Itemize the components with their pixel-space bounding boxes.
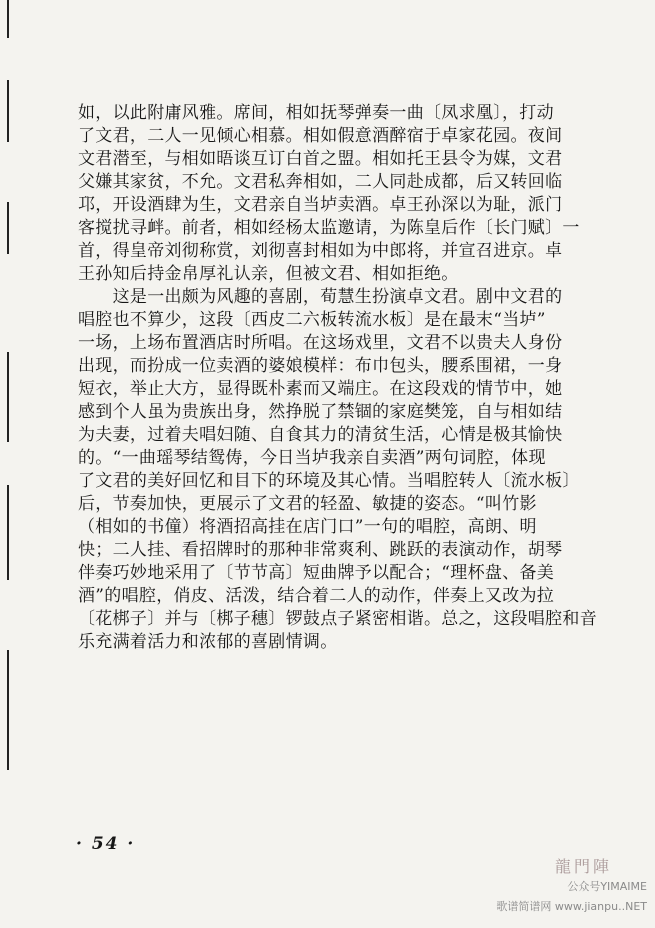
text-line: （相如的书僮）将酒招高挂在店门口”一句的唱腔，高朗、明 (78, 517, 537, 537)
text-line: 快；二人挂、看招牌时的那种非常爽利、跳跃的表演动作，胡琴 (78, 540, 563, 560)
text-line: 酒”的唱腔，俏皮、活泼，结合着二人的动作，伴奏上又改为拉 (78, 586, 555, 606)
text-line: 唱腔也不算少，这段〔西皮二六板转流水板〕是在最末“当垆” (78, 310, 546, 330)
body-text (78, 102, 613, 654)
watermark (497, 854, 647, 924)
text-line: 父嫌其家贫，不允。文君私奔相如，二人同赴成都，后又转回临 (78, 172, 563, 192)
text-line: 文君潜至，与相如晤谈互订白首之盟。相如托王县令为媒，文君 (78, 149, 563, 169)
watermark-text: 歌谱简谱网 www.jianpu..NET (496, 900, 647, 913)
text-line: 了文君的美好回忆和目下的环境及其心情。当唱腔转人〔流水板〕 (78, 471, 580, 491)
text-line: 短衣，举止大方，显得既朴素而又端庄。在这段戏的情节中，她 (78, 379, 563, 399)
text-line: 王孙知后持金帛厚礼认亲，但被文君、相如拒绝。 (78, 264, 459, 284)
text-line: 的。“一曲瑶琴结鸳俦，今日当垆我亲自卖酒”两句词腔，体现 (78, 448, 546, 468)
text-line: 〔花梆子〕并与〔梆子穗〕锣鼓点子紧密相谐。总之，这段唱腔和音 (78, 609, 597, 629)
scan-border-line (7, 485, 9, 580)
text-line: 出现，而扮成一位卖酒的婆娘模样：布巾包头，腰系围裙，一身 (78, 356, 563, 376)
text-line: 客搅扰寻衅。前者，相如经杨太监邀请，为陈皇后作〔长门赋〕一 (78, 218, 580, 238)
text-line: 为夫妻，过着夫唱妇随、自食其力的清贫生活，心情是极其愉快 (78, 425, 563, 445)
text-line: 后，节奏加快，更展示了文君的轻盈、敏捷的姿态。“叫竹影 (78, 494, 537, 514)
text-line: 邛，开设酒肆为生，文君亲自当垆卖酒。卓王孙深以为耻，派门 (78, 195, 563, 215)
text-line: 了文君，二人一见倾心相慕。相如假意酒醉宿于卓家花园。夜间 (78, 126, 563, 146)
text-line: 首，得皇帝刘彻称赏，刘彻喜封相如为中郎将，并宣召进京。卓 (78, 241, 563, 261)
watermark-logo: 龍門陣 (554, 857, 612, 876)
page-number: · 54 · (76, 834, 136, 854)
text-line: 感到个人虽为贵族出身，然挣脱了禁锢的家庭樊笼，自与相如结 (78, 402, 563, 422)
text-line: 伴奏巧妙地采用了〔节节高〕短曲牌予以配合；“理杯盘、备美 (78, 563, 555, 583)
scan-border-line (7, 352, 9, 442)
text-line: 这是一出颇为风趣的喜剧，荀慧生扮演卓文君。剧中文君的 (78, 287, 563, 307)
scan-border-line (7, 80, 9, 142)
scan-border-line (7, 202, 9, 254)
text-line: 乐充满着活力和浓郁的喜剧情调。 (78, 632, 338, 652)
text-line: 一场，上场布置酒店时所唱。在这场戏里，文君不以贵夫人身份 (78, 333, 563, 353)
watermark-text: 公众号YIMAIME (567, 880, 647, 893)
text-line: 如，以此附庸风雅。席间，相如抚琴弹奏一曲〔凤求凰〕，打动 (78, 103, 554, 123)
scan-border-line (7, 650, 9, 770)
scan-border-line (7, 0, 9, 38)
